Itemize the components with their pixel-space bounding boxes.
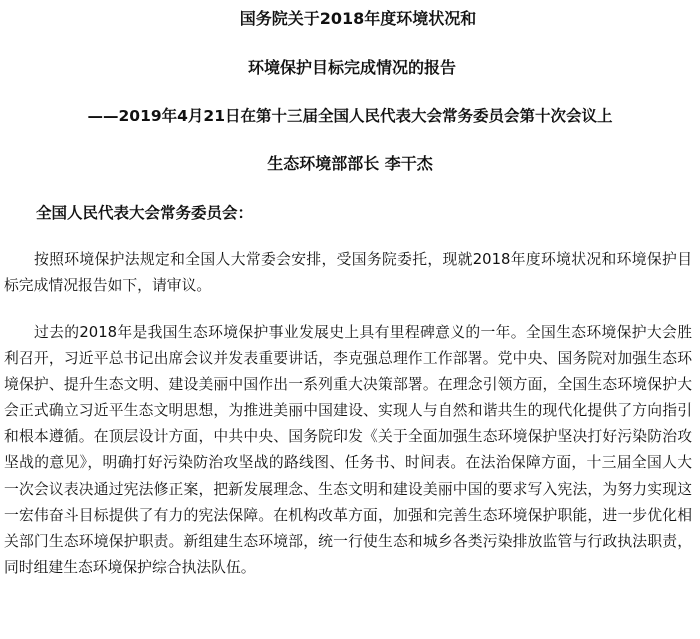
report-author: 生态环境部部长 李干杰 [267, 154, 433, 173]
report-subtitle: ——2019年4月21日在第十三届全国人民代表大会常务委员会第十次会议上 [87, 107, 613, 125]
paragraph-review: 过去的2018年是我国生态环境保护事业发展史上具有里程碑意义的一年。全国生态环境保护大会胜利召开，习近平总书记出席会议并发表重要讲话，李克强总理作工作部署。党中央、国务院对加强生态环境保护、提升生态文明、建设美丽中国作出一系列重大决策部署。在理念引领方面，全国生态环境保护大会正式确立习近平生态文明思想，为推进美丽中国建设、实现人与自然和谐共生的现代化提供了方向指引和根本遵循。在顶层设计方面，中共中央、国务院印发《关于全面加强生态环境保护坚决打好污染防治攻坚战的意见》，明确打好污染防治攻坚战的路线图、任务书、时间表。在法治保障方面，十三届全国人大一次会议表决通过宪法修正案，把新发展理念、生态文明和建设美丽中国的要求写入宪法，为努力实现这一宏伟奋斗目标提供了有力的宪法保障。在机构改革方面，加强和完善生态环境保护职能，进一步优化相关部门生态环境保护职责。新组建生态环境部，统一行使生态和城乡各类污染排放监管与行政执法职责，同时组建生态环境保护综合执法队伍。 [4, 324, 692, 576]
report-title-line-1: 国务院关于2018年度环境状况和 [239, 9, 477, 28]
report-title-line-2: 环境保护目标完成情况的报告 [247, 58, 456, 77]
paragraph-intro: 按照环境保护法规定和全国人大常委会安排，受国务院委托，现就2018年度环境状况和环境保护目标完成情况报告如下，请审议。 [4, 251, 692, 295]
salutation: 全国人民代表大会常务委员会： [36, 204, 254, 222]
